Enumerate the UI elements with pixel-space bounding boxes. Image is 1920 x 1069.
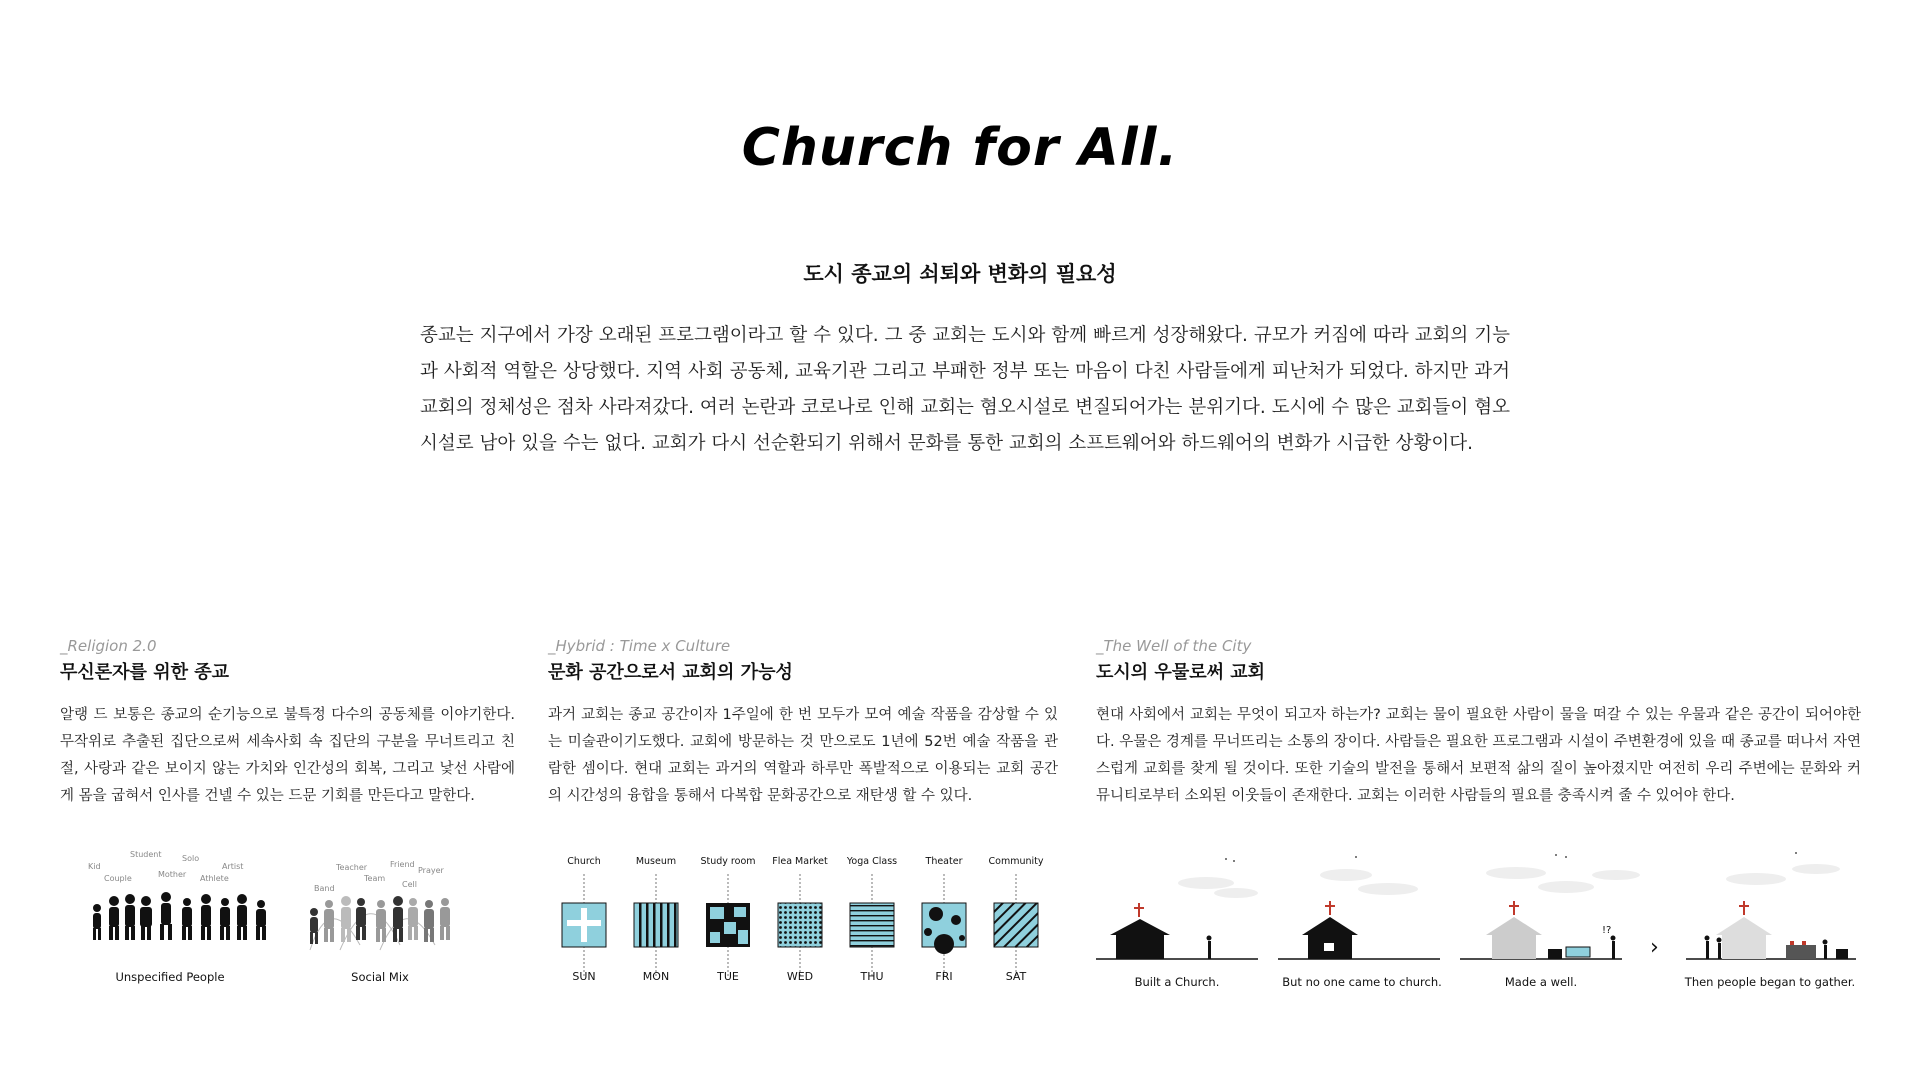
- section-text: 현대 사회에서 교회는 무엇이 되고자 하는가? 교회는 물이 필요한 사람이 물을 떠갈 수 있는 우물과 같은 공간이 되어야한다. 우물은 경계를 무너뜨리는 소통의 장이다. 사람들은 필요한 프로그램과 시설이 주변환경에 있을 때 종교를 떠나서 자연스럽게 교회를 찾게 될 것이다. 또한 기술의 발전을 통해서 보편적 삶의 질이 높아졌지만 여전히 우리 주변에는 문화와 커뮤니티로부터 소외된 이웃들이 존재한다. 교회는 이러한 사람들의 필요를 충족시켜 줄 수 있어야 한다.: [1096, 707, 1861, 804]
- day-label: THU: [860, 970, 884, 983]
- caption-unspecified-people: Unspecified People: [115, 970, 225, 984]
- section-heading: 무신론자를 위한 종교: [60, 662, 230, 683]
- word-label: Prayer: [418, 866, 444, 875]
- word-label: Artist: [222, 862, 244, 871]
- program-squares: [548, 870, 1058, 980]
- program-label: Community: [988, 856, 1044, 867]
- word-label: Teacher: [336, 863, 368, 872]
- day-label: SAT: [1005, 970, 1027, 983]
- word-label: Band: [314, 884, 335, 893]
- gathering-scene-icon: [1705, 901, 1849, 959]
- page-subtitle: 도시 종교의 쇠퇴와 변화의 필요성: [803, 262, 1117, 286]
- program-label: Church: [567, 856, 601, 867]
- day-label: SUN: [572, 970, 596, 983]
- word-label: Student: [130, 850, 162, 859]
- theater-square-icon: [922, 903, 966, 954]
- word-label: Solo: [182, 854, 200, 863]
- section-hybrid: [548, 637, 1058, 810]
- word-label: Couple: [104, 874, 132, 883]
- caption-social-mix: Social Mix: [351, 970, 409, 984]
- program-label: Theater: [925, 856, 963, 867]
- section-text: 알랭 드 보통은 종교의 순기능으로 불특정 다수의 공동체를 이야기한다. 무작위로 추출된 집단으로써 세속사회 속 집단의 구분을 무너트리고 친절, 사랑과 같은 보이지 않는 가치와 인간성의 회복, 그리고 낯선 사람에게 몸을 굽혀서 인사를 건넬 수 있는 드문 기회를 만든다고 말한다.: [60, 707, 515, 804]
- section-religion: [60, 637, 515, 810]
- caption-built-church: Built a Church.: [1134, 975, 1220, 989]
- day-label: TUE: [717, 970, 739, 983]
- word-label: Athlete: [200, 874, 229, 883]
- community-square-icon: [994, 903, 1038, 947]
- church-square-icon: [562, 903, 606, 947]
- study-room-square-icon: [706, 903, 750, 947]
- program-label: Study room: [700, 856, 756, 867]
- word-label: Friend: [390, 860, 415, 869]
- next-arrow-icon: ›: [1650, 935, 1659, 960]
- church-house-icon: [1110, 903, 1212, 959]
- day-label: FRI: [935, 970, 953, 983]
- section-heading: 도시의 우물로써 교회: [1096, 662, 1266, 683]
- flea-market-square-icon: [778, 903, 822, 947]
- well-storyboard: [1096, 845, 1861, 995]
- section-tag: _Hybrid : Time x Culture: [548, 637, 731, 655]
- section-well: [1096, 637, 1861, 810]
- caption-people-gather: Then people began to gather.: [1684, 975, 1856, 989]
- day-label: WED: [786, 970, 814, 983]
- caption-no-one-came: But no one came to church.: [1282, 975, 1442, 989]
- section-heading: 문화 공간으로서 교회의 가능성: [548, 662, 793, 683]
- intro-paragraph: 종교는 지구에서 가장 오래된 프로그램이라고 할 수 있다. 그 중 교회는 도시와 함께 빠르게 성장해왔다. 규모가 커짐에 따라 교회의 기능과 사회적 역할은 상당했다. 지역 사회 공동체, 교육기관 그리고 부패한 정부 또는 마음이 다친 사람들에게 피난처가 되었다. 하지만 과거 교회의 정체성은 점차 사라져갔다. 여러 논란과 코로나로 인해 교회는 혐오시설로 변질되어가는 분위기다. 도시에 수 많은 교회들이 혐오시설로 남아 있을 수는 없다. 교회가 다시 선순환되기 위해서 문화를 통한 교회의 소프트웨어와 하드웨어의 변화가 시급한 상황이다.: [420, 325, 1510, 454]
- program-label: Yoga Class: [846, 856, 898, 867]
- question-mark: !?: [1602, 925, 1612, 936]
- page-title: Church for All.: [741, 118, 1179, 178]
- word-label: Kid: [88, 862, 101, 871]
- crowd-illustration: [60, 850, 515, 1000]
- section-tag: _The Well of the City: [1096, 637, 1252, 655]
- well-scene-icon: [1486, 901, 1616, 959]
- section-tag: _Religion 2.0: [60, 637, 157, 655]
- word-label: Cell: [402, 880, 417, 889]
- week-program-diagram: [548, 856, 1058, 996]
- program-label: Museum: [635, 856, 677, 867]
- empty-church-icon: [1302, 901, 1358, 959]
- section-text: 과거 교회는 종교 공간이자 1주일에 한 번 모두가 모여 예술 작품을 감상할 수 있는 미술관이기도했다. 교회에 방문하는 것 만으로도 1년에 52번 예술 작품을 관람한 셈이다. 현대 교회는 과거의 역할과 하루만 폭발적으로 이용되는 교회 공간의 시간성의 융합을 통해서 다복합 문화공간으로 재탄생 할 수 있다.: [548, 707, 1058, 804]
- yoga-square-icon: [850, 903, 894, 947]
- museum-square-icon: [634, 903, 678, 947]
- caption-made-well: Made a well.: [1504, 975, 1578, 989]
- program-label: Flea Market: [772, 856, 828, 867]
- word-label: Mother: [158, 870, 187, 879]
- word-label: Team: [364, 874, 386, 883]
- day-label: MON: [642, 970, 670, 983]
- storyboard-scenes: [1096, 845, 1861, 975]
